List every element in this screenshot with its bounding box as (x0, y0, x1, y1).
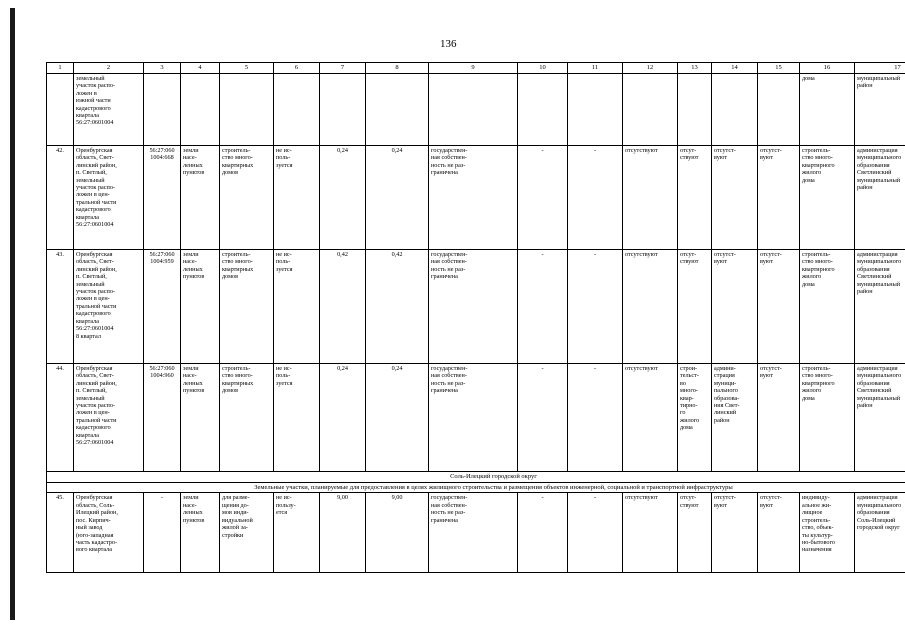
cell-location: земельный участок распо- ложен в южной части кадастрового квартала 56:27:0601004 (74, 73, 144, 145)
cell-cadastral: 56:27:060 1004:960 (144, 363, 181, 471)
cell-use: для разме- щения до- мов инди- видуальной жилой за- стройки (220, 493, 274, 573)
scan-edge-shadow (10, 8, 15, 620)
cell-c17: администрация муниципального образования Светлинский муниципальный район (855, 363, 905, 471)
cell-ownership: государствен- ная собствен- ность не раз- граничена (429, 145, 518, 249)
cell-c16: строитель- ство много- квартирного жилого дома (800, 145, 855, 249)
cell-c15: отсутст- вуют (758, 145, 800, 249)
column-number: 1 (47, 63, 74, 74)
cell-category: земли насе- ленных пунктов (181, 493, 220, 573)
cell-c13: отсут- ствуют (678, 145, 712, 249)
column-number: 4 (181, 63, 220, 74)
cell-status: не ис- поль- зуется (274, 145, 320, 249)
cell-area1: 0,24 (320, 363, 366, 471)
column-number: 2 (74, 63, 144, 74)
cell-c15 (758, 73, 800, 145)
cell-area2: 0,24 (366, 145, 429, 249)
cell-c16: дома (800, 73, 855, 145)
cell-c10: - (518, 145, 568, 249)
cell-c12: отсутствуют (623, 363, 678, 471)
section-title: Соль-Илецкий городской округ (47, 471, 905, 482)
cell-ownership: государствен- ная собствен- ность не раз- граничена (429, 493, 518, 573)
cell-c11: - (568, 145, 623, 249)
column-number: 13 (678, 63, 712, 74)
cell-location: Оренбургская область, Свет- линский район, п. Светлый, земельный участок распо- ложен в цен- тральной части кадастрового квартала 56:27:0601004 (74, 145, 144, 249)
cell-c11: - (568, 493, 623, 573)
column-number: 17 (855, 63, 905, 74)
table-row (47, 493, 905, 573)
cell-c16: строитель- ство много- квартирного жилого дома (800, 249, 855, 363)
cell-num (47, 73, 74, 145)
column-number-row (47, 63, 905, 74)
cell-num: 43. (47, 249, 74, 363)
cell-category (181, 73, 220, 145)
cell-cadastral: 56:27:060 1004:959 (144, 249, 181, 363)
cell-c14: отсутст- вуют (712, 145, 758, 249)
cell-c14 (712, 73, 758, 145)
cell-c13 (678, 73, 712, 145)
cell-use (220, 73, 274, 145)
cell-area1: 0,24 (320, 145, 366, 249)
cell-num: 42. (47, 145, 74, 249)
cell-c14: отсутст- вуют (712, 493, 758, 573)
cell-c17: администрация муниципального образования Светлинский муниципальный район (855, 145, 905, 249)
page-number: 136 (440, 38, 457, 50)
cell-use: строитель- ство много- квартирных домов (220, 145, 274, 249)
cell-c11: - (568, 363, 623, 471)
land-plots-table (46, 62, 905, 573)
section-subtitle: Земельные участки, планируемые для предоставления в целях жилищного строительства и размещения объектов инженерной, социальной и транспортной инфраструктуры (47, 482, 905, 493)
cell-area1 (320, 73, 366, 145)
cell-status: не ис- поль- зуется (274, 249, 320, 363)
column-number: 3 (144, 63, 181, 74)
cell-use: строитель- ство много- квартирных домов (220, 249, 274, 363)
column-number: 8 (366, 63, 429, 74)
cell-c12 (623, 73, 678, 145)
cell-cadastral: 56:27:060 1004:668 (144, 145, 181, 249)
column-number: 14 (712, 63, 758, 74)
cell-c13: строи- тельст- во много- квар- тирно- го жилого дома (678, 363, 712, 471)
cell-use: строитель- ство много- квартирных домов (220, 363, 274, 471)
column-number: 7 (320, 63, 366, 74)
cell-ownership: государствен- ная собствен- ность не раз- граничена (429, 249, 518, 363)
cell-c10: - (518, 363, 568, 471)
section-subtitle-row (47, 482, 905, 493)
cell-ownership: государствен- ная собствен- ность не раз- граничена (429, 363, 518, 471)
cell-location: Оренбургская область, Свет- линский район, п. Светлый, земельный участок распо- ложен в цен- тральной части кадастрового квартала 56:27:0601004 8 квартал (74, 249, 144, 363)
cell-c15: отсутст- вуют (758, 493, 800, 573)
cell-c12: отсутствуют (623, 145, 678, 249)
cell-cadastral (144, 73, 181, 145)
cell-category: земли насе- ленных пунктов (181, 145, 220, 249)
cell-ownership (429, 73, 518, 145)
cell-c13: отсут- ствуют (678, 249, 712, 363)
cell-c16: индивиду- альное жи- лищное строитель- ство, объек- ты культур- но-бытового назначения (800, 493, 855, 573)
cell-c15: отсутст- вуют (758, 249, 800, 363)
column-number: 11 (568, 63, 623, 74)
cell-num: 44. (47, 363, 74, 471)
cell-c13: отсут- ствуют (678, 493, 712, 573)
cell-area2: 0,42 (366, 249, 429, 363)
column-number: 10 (518, 63, 568, 74)
cell-category: земли насе- ленных пунктов (181, 363, 220, 471)
cell-area1: 9,00 (320, 493, 366, 573)
cell-c14: админи- страция муници- пального образова- ния Свет- линский район (712, 363, 758, 471)
column-number: 6 (274, 63, 320, 74)
column-number: 15 (758, 63, 800, 74)
cell-area2: 0,24 (366, 363, 429, 471)
table-row (47, 145, 905, 249)
cell-c11: - (568, 249, 623, 363)
cell-c14: отсутст- вуют (712, 249, 758, 363)
cell-num: 45. (47, 493, 74, 573)
cell-c17: муниципальный район (855, 73, 905, 145)
cell-c12: отсутствуют (623, 249, 678, 363)
column-number: 16 (800, 63, 855, 74)
cell-area2: 9,00 (366, 493, 429, 573)
cell-status (274, 73, 320, 145)
cell-c15: отсутст- вуют (758, 363, 800, 471)
table-row (47, 363, 905, 471)
column-number: 12 (623, 63, 678, 74)
cell-status: не ис- поль- зуется (274, 363, 320, 471)
cell-c17: администрация муниципального образования Соль-Илецкий городской округ (855, 493, 905, 573)
cell-c12: отсутствуют (623, 493, 678, 573)
cell-c16: строитель- ство много- квартирного жилого дома (800, 363, 855, 471)
cell-category: земли насе- ленных пунктов (181, 249, 220, 363)
cell-location: Оренбургская область, Свет- линский район, п. Светлый, земельный участок распо- ложен в цен- тральной части кадастрового квартала 56:27:0601004 (74, 363, 144, 471)
cell-c17: администрация муниципального образования Светлинский муниципальный район (855, 249, 905, 363)
column-number: 9 (429, 63, 518, 74)
cell-c10: - (518, 493, 568, 573)
cell-area1: 0,42 (320, 249, 366, 363)
cell-c10: - (518, 249, 568, 363)
cell-c10 (518, 73, 568, 145)
table-row (47, 249, 905, 363)
table-row (47, 73, 905, 145)
cell-status: не ис- пользу- ется (274, 493, 320, 573)
column-number: 5 (220, 63, 274, 74)
section-title-row (47, 471, 905, 482)
cell-cadastral: - (144, 493, 181, 573)
cell-c11 (568, 73, 623, 145)
cell-area2 (366, 73, 429, 145)
cell-location: Оренбургская область, Соль- Илецкий район, пос. Кирпич- ный завод (юго-западная часть кадастро- вого квартала (74, 493, 144, 573)
